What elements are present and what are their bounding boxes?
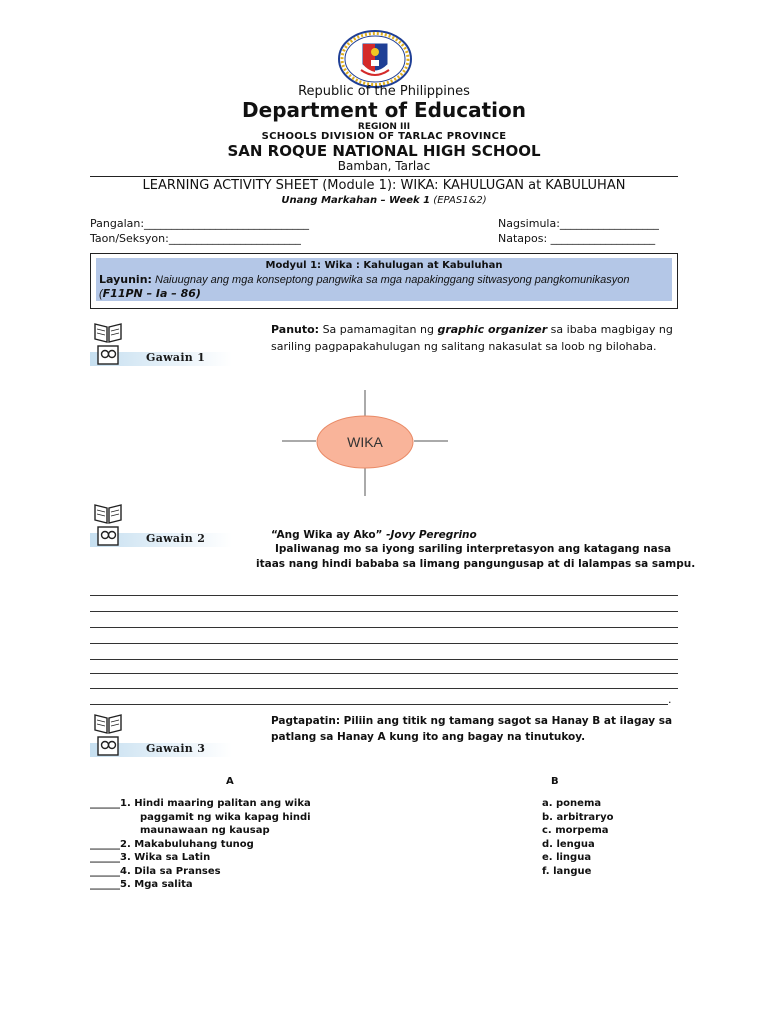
region-text: REGION III bbox=[357, 122, 411, 132]
module-box-inner bbox=[96, 258, 672, 301]
module-title: Modyul 1: Wika : Kahulugan at Kabuluhan bbox=[265, 260, 503, 271]
column-a bbox=[90, 797, 311, 892]
column-b-header: B bbox=[551, 776, 559, 787]
taon-seksyon-field[interactable]: Taon/Seksyon:________________________ bbox=[90, 232, 301, 245]
town-text: Bamban, Tarlac bbox=[337, 159, 431, 173]
column-a-item-cont: maunawaan ng kausap bbox=[140, 825, 270, 836]
answer-line[interactable] bbox=[90, 659, 678, 660]
week-code: (EPAS1&2) bbox=[430, 195, 487, 206]
gawain-1-badge bbox=[90, 322, 232, 370]
column-b-item: f. langue bbox=[542, 865, 592, 877]
nagsimula-field[interactable]: Nagsimula:__________________ bbox=[498, 217, 659, 230]
quote-author: -Jovy Peregrino bbox=[382, 529, 477, 541]
layunin-body: Naiuugnay ang mga konseptong pangwika sa mga napakinggang sitwasyong pangkomunikasyon ( bbox=[99, 274, 630, 300]
column-a-item[interactable]: ______3. Wika sa Latin bbox=[90, 852, 211, 863]
gawain-2-instruction-2: itaas nang hindi bababa sa limang pangungusap at di lalampas sa sampu. bbox=[256, 558, 696, 570]
gawain-1-instruction: Panuto: Sa pamamagitan ng graphic organizer sa ibaba magbigay ng sariling pagpapakahulugan ng salitang nakasulat sa loob ng bilohaba. bbox=[271, 323, 673, 353]
layunin-text bbox=[99, 273, 669, 301]
answer-line[interactable] bbox=[90, 673, 678, 674]
department-title: Department of Education bbox=[242, 98, 526, 122]
wika-center-word: WIKA bbox=[347, 434, 383, 450]
gawain-3-badge bbox=[90, 713, 232, 761]
competency-code: F11PN – Ia – 86) bbox=[102, 287, 201, 300]
layunin-label: Layunin: bbox=[99, 273, 152, 286]
pangalan-field[interactable]: Pangalan:______________________________ bbox=[90, 217, 310, 230]
gawain-2-instruction-1: Ipaliwanag mo sa iyong sariling interpretasyon ang katagang nasa bbox=[275, 543, 672, 555]
column-b bbox=[542, 797, 613, 878]
gawain-3-instruction-1: Pagtapatin: Piliin ang titik ng tamang sagot sa Hanay B at ilagay sa bbox=[271, 715, 673, 727]
column-b-item: a. ponema bbox=[542, 798, 602, 809]
answer-line[interactable] bbox=[90, 611, 678, 612]
natapos-field[interactable]: Natapos: ___________________ bbox=[498, 232, 656, 245]
header-divider bbox=[90, 176, 678, 177]
answer-line[interactable] bbox=[90, 704, 668, 705]
book-icon bbox=[94, 503, 122, 547]
module-box bbox=[90, 253, 678, 309]
sheet-title: LEARNING ACTIVITY SHEET (Module 1): WIKA: KAHULUGAN at KABULUHAN bbox=[142, 178, 626, 193]
column-a-item[interactable]: ______1. Hindi maaring palitan ang wika bbox=[90, 798, 311, 809]
book-icon bbox=[94, 713, 122, 757]
book-icon bbox=[94, 322, 122, 366]
week-line bbox=[0, 195, 768, 206]
column-b-item: b. arbitraryo bbox=[542, 811, 614, 823]
school-name: SAN ROQUE NATIONAL HIGH SCHOOL bbox=[227, 142, 541, 160]
panuto-label: Panuto: bbox=[271, 323, 320, 336]
answer-line[interactable] bbox=[90, 643, 678, 644]
republic-text: Republic of the Philippines bbox=[298, 84, 470, 99]
column-a-item[interactable]: ______2. Makabuluhang tunog bbox=[90, 838, 254, 850]
graphic-organizer bbox=[270, 380, 460, 500]
quote-text: “Ang Wika ay Ako” bbox=[271, 529, 383, 541]
deped-seal-logo bbox=[337, 30, 413, 88]
gawain-2-label: Gawain 2 bbox=[146, 532, 206, 545]
column-b-item: c. morpema bbox=[542, 825, 609, 836]
gawain-3-label: Gawain 3 bbox=[146, 742, 206, 755]
division-text: SCHOOLS DIVISION OF TARLAC PROVINCE bbox=[261, 131, 507, 142]
gawain-1-label: Gawain 1 bbox=[146, 351, 206, 364]
column-a-item[interactable]: ______5. Mga salita bbox=[90, 879, 193, 890]
graphic-organizer-term: graphic organizer bbox=[437, 323, 548, 336]
column-a-item-cont: paggamit ng wika kapag hindi bbox=[140, 811, 311, 823]
column-a-header: A bbox=[226, 776, 234, 787]
answer-line[interactable] bbox=[90, 627, 678, 628]
week-label: Unang Markahan – Week 1 bbox=[281, 195, 431, 206]
final-period: . bbox=[668, 693, 672, 706]
gawain-2-badge bbox=[90, 503, 232, 551]
gawain-3-instruction-2: patlang sa Hanay A kung ito ang bagay na tinutukoy. bbox=[271, 731, 586, 743]
column-b-item: e. lingua bbox=[542, 852, 592, 863]
column-b-item: d. lengua bbox=[542, 838, 595, 850]
answer-line[interactable] bbox=[90, 595, 678, 596]
column-a-item[interactable]: ______4. Dila sa Pranses bbox=[90, 865, 221, 877]
answer-line[interactable] bbox=[90, 688, 678, 689]
